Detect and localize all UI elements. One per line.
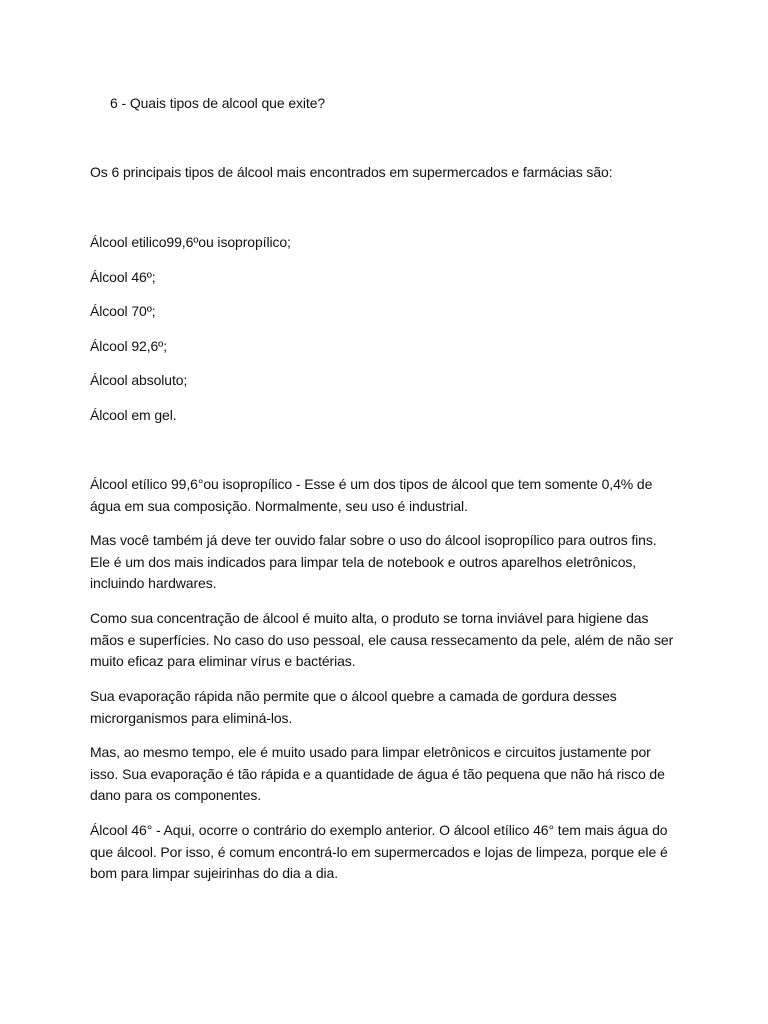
paragraph-alcool-46 <box>90 820 690 885</box>
list-item: Álcool 92,6º; <box>90 338 167 354</box>
paragraph-line: mãos e superfícies. No caso do uso pessoal, ele causa ressecamento da pele, além de não ser <box>90 631 674 648</box>
intro-text: Os 6 principais tipos de álcool mais encontrados em supermercados e farmácias são: <box>90 164 613 180</box>
paragraph-line: bom para limpar sujeirinhas do dia a dia. <box>90 865 339 882</box>
paragraph-line: isso. Sua evaporação é tão rápida e a quantidade de água é tão pequena que não há risco de <box>90 765 665 782</box>
paragraph-line: dano para os componentes. <box>90 787 262 804</box>
list-item: Álcool 70º; <box>90 303 156 319</box>
paragraph-line: que álcool. Por isso, é comum encontrá-lo em supermercados e lojas de limpeza, porque ele é <box>90 843 668 860</box>
paragraph-line: Mas, ao mesmo tempo, ele é muito usado para limpar eletrônicos e circuitos justamente por <box>90 744 651 760</box>
paragraph-line: Álcool 46° - Aqui, ocorre o contrário do exemplo anterior. O álcool etílico 46° tem mais água do <box>90 822 668 838</box>
paragraph-line: água em sua composição. Normalmente, seu uso é industrial. <box>90 497 468 514</box>
paragraph-isopropilico-uso <box>90 530 690 595</box>
question-heading: 6 - Quais tipos de alcool que exite? <box>110 95 326 111</box>
paragraph-eletronicos <box>90 742 690 807</box>
paragraph-line: Ele é um dos mais indicados para limpar tela de notebook e outros aparelhos eletrônicos, <box>90 553 637 570</box>
list-item: Álcool absoluto; <box>90 372 188 388</box>
paragraph-line: Como sua concentração de álcool é muito alta, o produto se torna inviável para higiene das <box>90 610 649 626</box>
paragraph-concentracao <box>90 608 690 673</box>
list-item: Álcool em gel. <box>90 407 177 423</box>
paragraph-line: Mas você também já deve ter ouvido falar sobre o uso do álcool isopropílico para outros fins. <box>90 532 657 548</box>
paragraph-etilico-99 <box>90 474 690 517</box>
list-item: Álcool 46º; <box>90 269 156 285</box>
paragraph-line: muito eficaz para eliminar vírus e bactérias. <box>90 653 356 670</box>
list-item: Álcool etilico99,6ºou isopropílico; <box>90 234 291 250</box>
paragraph-evaporacao <box>90 686 690 729</box>
paragraph-line: Sua evaporação rápida não permite que o álcool quebre a camada de gordura desses <box>90 688 617 704</box>
paragraph-line: microrganismos para eliminá-los. <box>90 709 293 726</box>
paragraph-line: incluindo hardwares. <box>90 575 217 592</box>
paragraph-line: Álcool etílico 99,6°ou isopropílico - Esse é um dos tipos de álcool que tem somente 0,4% de <box>90 476 653 492</box>
